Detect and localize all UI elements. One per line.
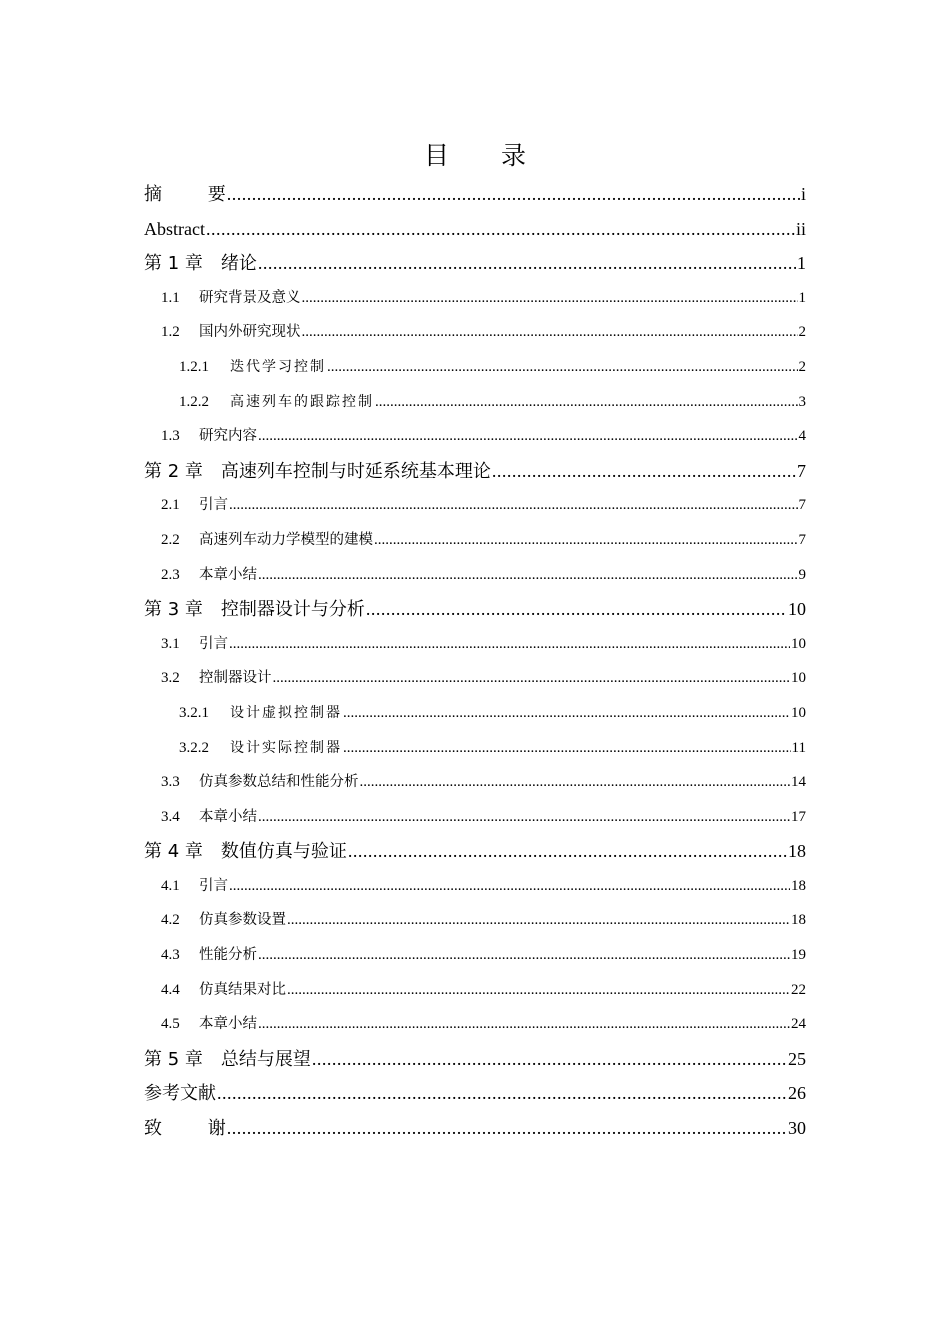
dot-leader xyxy=(374,523,798,558)
dot-leader xyxy=(258,246,796,281)
toc-entry-label: Abstract xyxy=(144,218,205,239)
dot-leader xyxy=(258,1007,790,1042)
toc-page-number: 10 xyxy=(788,599,806,620)
toc-entry-label: 控制器设计 xyxy=(199,670,272,687)
section-number: 1.1 xyxy=(161,289,180,306)
section-number: 4.4 xyxy=(161,981,180,998)
toc-page-number: 22 xyxy=(791,981,806,998)
toc-entry-label: 致 谢 xyxy=(144,1118,246,1140)
toc-entry-label: 设计虚拟控制器 xyxy=(230,704,342,721)
toc-entry[interactable] xyxy=(144,177,806,212)
toc-entry-label: 总结与展望 xyxy=(220,1048,311,1070)
toc-entry-label: 仿真参数总结和性能分析 xyxy=(199,774,359,791)
toc-entry[interactable] xyxy=(144,765,806,800)
toc-entry[interactable] xyxy=(144,454,806,489)
toc-entry-label: 绪论 xyxy=(220,253,257,275)
toc-page-number: 18 xyxy=(791,877,806,894)
toc-entry-label: 高速列车控制与时延系统基本理论 xyxy=(220,460,491,482)
dot-leader xyxy=(258,938,790,973)
toc-page-number: 24 xyxy=(791,1016,806,1033)
toc-entry[interactable] xyxy=(144,1111,806,1146)
toc-page-number: 30 xyxy=(788,1118,806,1139)
dot-leader xyxy=(229,627,790,662)
toc-page-number: 7 xyxy=(797,460,806,481)
dot-leader xyxy=(206,212,795,247)
toc-page-number: 2 xyxy=(798,324,806,341)
section-number: 3.2 xyxy=(161,670,180,687)
dot-leader xyxy=(229,488,798,523)
toc-entry-label: 引言 xyxy=(199,877,228,894)
section-number: 2.1 xyxy=(161,497,180,514)
toc-entry-label: 国内外研究现状 xyxy=(199,324,301,341)
chapter-number: 第 5 章 xyxy=(144,1048,203,1070)
toc-page-number: 10 xyxy=(791,635,806,652)
toc-entry[interactable] xyxy=(144,627,806,662)
toc-entry-label: 设计实际控制器 xyxy=(230,739,342,756)
toc-entry[interactable] xyxy=(144,558,806,593)
section-number: 3.2.1 xyxy=(179,704,209,721)
toc-page-number: 14 xyxy=(791,774,806,791)
toc-entry-label: 性能分析 xyxy=(199,947,257,964)
toc-page-number: i xyxy=(800,184,806,204)
toc-entry-label: 迭代学习控制 xyxy=(230,358,326,375)
dot-leader xyxy=(258,419,798,454)
section-number: 1.3 xyxy=(161,428,180,445)
dot-leader xyxy=(302,315,798,350)
dot-leader xyxy=(348,834,787,869)
toc-entry-label: 仿真结果对比 xyxy=(199,981,286,998)
table-of-contents xyxy=(144,177,806,1146)
toc-entry[interactable] xyxy=(144,212,806,247)
toc-entry[interactable] xyxy=(144,1042,806,1077)
toc-entry-label: 数值仿真与验证 xyxy=(220,841,347,863)
toc-page-number: 3 xyxy=(798,393,806,410)
dot-leader xyxy=(229,869,790,904)
dot-leader xyxy=(287,973,790,1008)
dot-leader xyxy=(273,661,791,696)
toc-page-number: 10 xyxy=(791,704,806,721)
toc-entry[interactable] xyxy=(144,385,806,420)
toc-entry-label: 本章小结 xyxy=(199,808,257,825)
toc-page-number: 9 xyxy=(798,566,806,583)
section-number: 4.1 xyxy=(161,877,180,894)
toc-entry-label: 引言 xyxy=(199,497,228,514)
section-number: 3.1 xyxy=(161,635,180,652)
toc-entry[interactable] xyxy=(144,800,806,835)
toc-entry[interactable] xyxy=(144,246,806,281)
toc-entry[interactable] xyxy=(144,834,806,869)
toc-entry-label: 高速列车动力学模型的建模 xyxy=(199,531,373,548)
toc-page-number: 19 xyxy=(791,947,806,964)
toc-entry[interactable] xyxy=(144,1076,806,1111)
toc-entry[interactable] xyxy=(144,938,806,973)
toc-entry-label: 高速列车的跟踪控制 xyxy=(230,393,374,410)
toc-entry[interactable] xyxy=(144,869,806,904)
section-number: 1.2.1 xyxy=(179,358,209,375)
toc-entry[interactable] xyxy=(144,350,806,385)
toc-page-number: 1 xyxy=(797,253,806,274)
toc-entry[interactable] xyxy=(144,973,806,1008)
toc-entry-label: 摘 要 xyxy=(144,184,246,205)
dot-leader xyxy=(302,281,798,316)
dot-leader xyxy=(366,592,787,627)
dot-leader xyxy=(492,454,796,489)
toc-entry[interactable] xyxy=(144,661,806,696)
toc-page-number: 10 xyxy=(791,670,806,687)
toc-page-number: 7 xyxy=(798,531,806,548)
toc-page-number: 26 xyxy=(788,1083,806,1104)
toc-page-number: ii xyxy=(795,218,806,239)
toc-page-number: 18 xyxy=(788,841,806,862)
chapter-number: 第 1 章 xyxy=(144,253,203,275)
toc-entry[interactable] xyxy=(144,315,806,350)
dot-leader xyxy=(343,731,791,766)
section-number: 4.2 xyxy=(161,912,180,929)
section-number: 4.3 xyxy=(161,947,180,964)
section-number: 1.2 xyxy=(161,324,180,341)
toc-entry-label: 引言 xyxy=(199,635,228,652)
toc-page-number: 1 xyxy=(798,289,806,306)
section-number: 3.4 xyxy=(161,808,180,825)
dot-leader xyxy=(258,558,798,593)
dot-leader xyxy=(287,903,790,938)
toc-entry-label: 研究内容 xyxy=(199,428,257,445)
dot-leader xyxy=(227,1111,787,1146)
dot-leader xyxy=(312,1042,787,1077)
toc-entry[interactable] xyxy=(144,281,806,316)
dot-leader xyxy=(258,800,790,835)
section-number: 2.2 xyxy=(161,531,180,548)
toc-page-number: 2 xyxy=(798,358,806,375)
toc-entry[interactable] xyxy=(144,731,806,766)
section-number: 1.2.2 xyxy=(179,393,209,410)
section-number: 3.3 xyxy=(161,774,180,791)
toc-entry[interactable] xyxy=(144,903,806,938)
chapter-number: 第 4 章 xyxy=(144,841,203,863)
toc-entry-label: 本章小结 xyxy=(199,566,257,583)
toc-page-number: 11 xyxy=(791,739,806,756)
section-number: 4.5 xyxy=(161,1016,180,1033)
toc-entry-label: 仿真参数设置 xyxy=(199,912,286,929)
section-number: 3.2.2 xyxy=(179,739,209,756)
section-number: 2.3 xyxy=(161,566,180,583)
chapter-number: 第 3 章 xyxy=(144,599,203,621)
toc-entry-label: 研究背景及意义 xyxy=(199,289,301,306)
toc-entry[interactable] xyxy=(144,523,806,558)
toc-entry-label: 本章小结 xyxy=(199,1016,257,1033)
toc-title: 目 录 xyxy=(424,141,548,170)
toc-entry[interactable] xyxy=(144,696,806,731)
toc-entry[interactable] xyxy=(144,592,806,627)
toc-page-number: 4 xyxy=(798,428,806,445)
toc-entry[interactable] xyxy=(144,1007,806,1042)
dot-leader xyxy=(375,385,798,420)
chapter-number: 第 2 章 xyxy=(144,460,203,482)
toc-page-number: 7 xyxy=(798,497,806,514)
toc-entry[interactable] xyxy=(144,419,806,454)
dot-leader xyxy=(327,350,798,385)
toc-page-number: 18 xyxy=(791,912,806,929)
toc-entry[interactable] xyxy=(144,488,806,523)
toc-page-number: 25 xyxy=(788,1048,806,1069)
dot-leader xyxy=(343,696,790,731)
dot-leader xyxy=(360,765,791,800)
toc-page-number: 17 xyxy=(791,808,806,825)
dot-leader xyxy=(217,1076,787,1111)
toc-entry-label: 参考文献 xyxy=(144,1083,216,1105)
toc-entry-label: 控制器设计与分析 xyxy=(220,599,365,621)
dot-leader xyxy=(227,177,800,212)
